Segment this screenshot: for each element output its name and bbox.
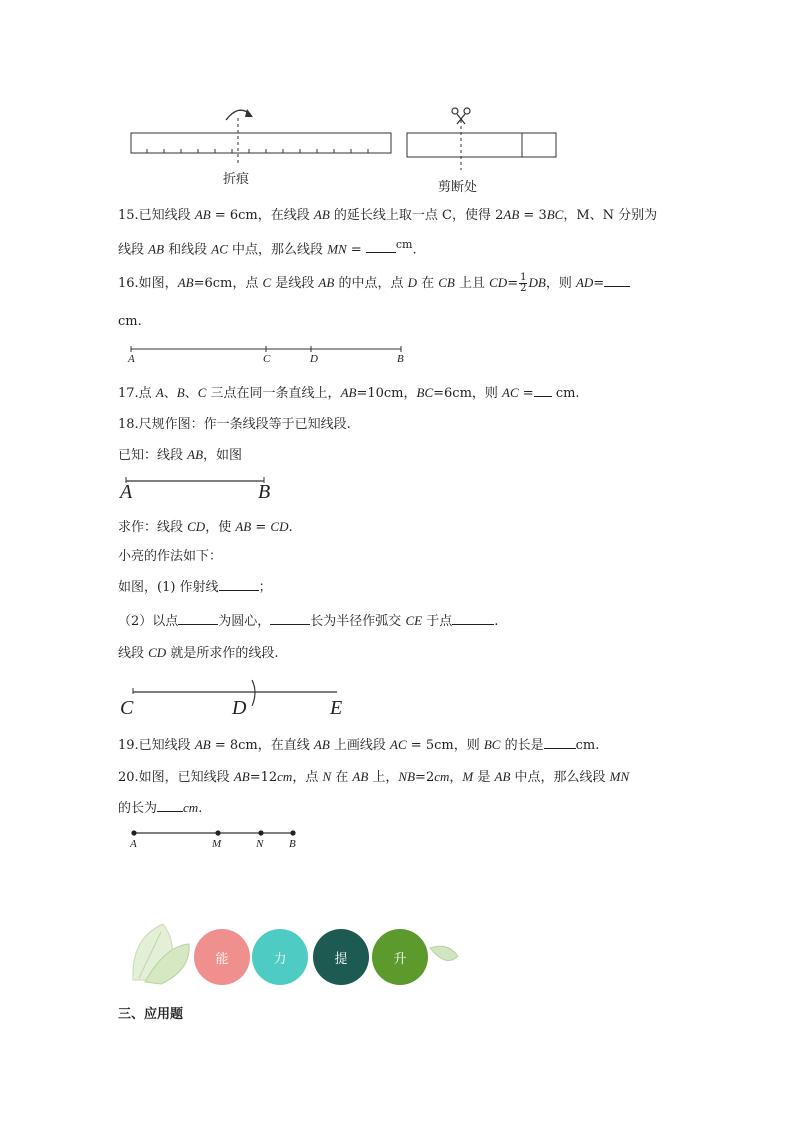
q15-segment: 的延长线上取一点 C，使得 2 <box>329 208 504 223</box>
badge-ti: 提 <box>313 929 369 985</box>
q18-step2-blank3[interactable] <box>452 612 494 625</box>
section-title: 三、应用题 <box>118 1007 184 1022</box>
q16-label-d: D <box>310 353 318 365</box>
q15-segment: AB <box>503 207 520 222</box>
q15-segment: AB <box>194 207 211 222</box>
q20-answer-blank[interactable] <box>157 799 183 812</box>
q15-segment: BC <box>546 207 564 222</box>
q18-conclusion: 线段 CD 就是所求作的线段. <box>118 645 279 661</box>
badge-li: 力 <box>252 929 308 985</box>
q18-step1: 如图，(1) 作射线 ； <box>118 580 272 595</box>
q16-label-a: A <box>128 353 135 365</box>
q19-line: 19.已知线段 AB = 8cm，在直线 AB 上画线段 AC = 5cm，则 BC 的长是 cm. <box>118 737 600 753</box>
badge-neng: 能 <box>194 929 250 985</box>
q16-label-b: B <box>397 353 404 365</box>
q19-answer-blank[interactable] <box>544 736 576 749</box>
q16-line2: cm. <box>118 314 142 329</box>
q20-label-n: N <box>256 838 264 850</box>
q16-line1: 16.如图，AB=6cm，点 C 是线段 AB 的中点，点 D 在 CB 上且 CD= $\frac{1}{2}$ DB，则 AD= <box>118 273 630 294</box>
q15-answer-blank[interactable] <box>366 240 396 253</box>
ruler-ticks <box>147 149 368 153</box>
q18-step2-blank1[interactable] <box>178 612 218 625</box>
q18-label-b: B <box>258 481 271 503</box>
cut-caption: 剪断处 <box>438 180 478 195</box>
q18-method: 小亮的作法如下： <box>118 549 223 564</box>
q18-label-c: C <box>120 697 134 719</box>
q17-line: 17.点 A、B、C 三点在同一条直线上，AB=10cm，BC=6cm，则 AC = cm. <box>118 385 580 401</box>
leaf-decoration-right-icon <box>428 942 462 968</box>
q15-text <box>135 208 658 223</box>
q18-label-a: A <box>120 481 133 503</box>
q20-line1: 20.如图，已知线段 AB=12cm，点 N 在 AB 上，NB=2cm，M 是 AB 中点，那么线段 MN <box>118 769 630 785</box>
q18-ask: 求作：线段 CD，使 AB = CD. <box>118 519 293 535</box>
q15-segment: = 3 <box>519 208 547 223</box>
top-figure <box>120 100 570 195</box>
q17-answer-blank[interactable] <box>534 384 552 397</box>
ruler-strip <box>131 133 391 153</box>
arc-mark <box>252 680 255 706</box>
paper-strip <box>407 133 556 157</box>
q15-segment: AB <box>313 207 330 222</box>
q18-step2-blank2[interactable] <box>270 612 310 625</box>
q15-line2: 线段 AB 和线段 AC 中点，那么线段 MN = $^{cm}$. <box>118 238 417 258</box>
badge-sheng: 升 <box>372 929 428 985</box>
q18-label-e: E <box>330 697 343 719</box>
fold-caption: 折痕 <box>223 172 250 187</box>
q20-line2: 的长为 cm. <box>118 800 203 816</box>
q16-answer-blank[interactable] <box>604 274 630 287</box>
q15-segment: ，M、N 分别为 <box>563 208 658 223</box>
q15-line1: 15.已知线段 AB = 6cm，在线段 AB 的延长线上取一点 C，使得 2AB = 3BC，M、N 分别为 <box>118 207 658 223</box>
q18-step1-blank[interactable] <box>219 578 259 591</box>
q20-label-m: M <box>212 838 222 850</box>
q18-label-d: D <box>232 697 247 719</box>
q16-figure <box>126 343 416 355</box>
q18-step2: （2）以点 为圆心， 长为半径作弧交 CE 于点 . <box>118 613 499 629</box>
q18-figure-ab <box>120 475 280 485</box>
q15-segment: = 6cm，在线段 <box>210 208 314 223</box>
q18-title: 18.尺规作图：作一条线段等于已知线段. <box>118 417 351 432</box>
q16-label-c: C <box>263 353 271 365</box>
leaf-decoration-left-icon <box>125 918 195 988</box>
q15-segment: .已知线段 <box>134 208 195 223</box>
half-fraction: $\frac{1}{2}$ <box>520 272 527 294</box>
q20-label-a: A <box>130 838 137 850</box>
q20-label-b: B <box>289 838 296 850</box>
q18-known: 已知：线段 AB，如图 <box>118 447 243 463</box>
